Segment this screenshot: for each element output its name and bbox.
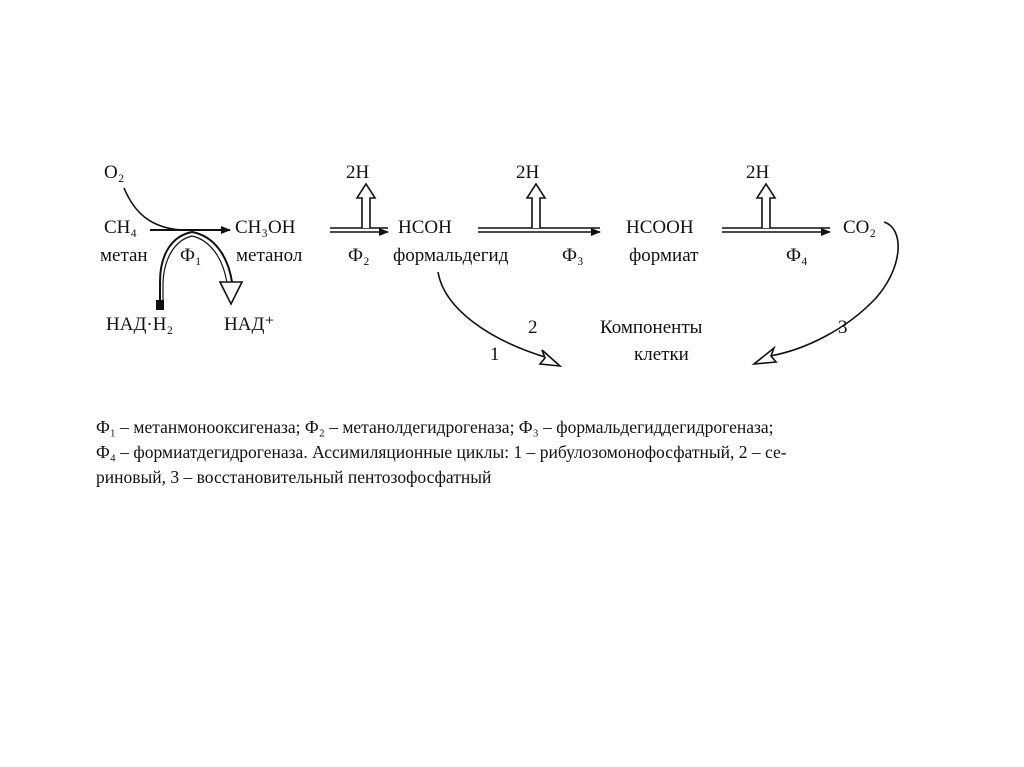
enzyme-f3-label: Ф₃ — [562, 245, 584, 266]
hcoh-name-label: формальдегид — [393, 245, 509, 266]
enzyme-f1-label: Ф₁ — [180, 245, 202, 266]
cycle-2-label: 2 — [528, 317, 538, 338]
ch4-name-label: метан — [100, 245, 148, 266]
ch4-label: CH₄ — [104, 217, 138, 238]
hcooh-name-label: формиат — [629, 245, 699, 266]
assimilation-arrow-3 — [754, 222, 898, 364]
cell-components-label-line2: клетки — [634, 344, 689, 365]
nad-label: НАД⁺ — [224, 314, 275, 335]
o2-label: O₂ — [104, 162, 125, 183]
reaction-arrow-f4 — [722, 184, 830, 232]
co2-label: CO₂ — [843, 217, 877, 238]
hcoh-label: HCOH — [398, 217, 452, 238]
ch3oh-label: CH₃OH — [235, 217, 296, 238]
enzyme-f4-label: Ф₄ — [786, 245, 808, 266]
enzyme-f2-label: Ф₂ — [348, 245, 370, 266]
figure-caption — [96, 415, 976, 490]
caption-line-2: Ф₄ – формиатдегидрогеназа. Ассимиляционные циклы: 1 – рибулозомонофосфатный, 2 – се- — [96, 442, 787, 462]
reaction-arrow-f3 — [478, 184, 600, 232]
reaction-arrow-f2 — [330, 184, 388, 232]
released-2h-label-3: 2H — [746, 162, 770, 183]
released-2h-label-1: 2H — [346, 162, 370, 183]
nadh2-label: НАД·Н₂ — [106, 314, 174, 335]
hcooh-label: HCOOH — [626, 217, 694, 238]
cell-components-label-line1: Компоненты — [600, 317, 703, 338]
caption-line-3: риновый, 3 – восстановительный пентозофосфатный — [96, 467, 492, 487]
reaction-arrow-f1 — [124, 188, 230, 230]
cycle-3-label: 3 — [838, 317, 848, 338]
caption-line-1: Ф₁ – метанмонооксигеназа; Ф₂ – метанолдегидрогеназа; Ф₃ – формальдегиддегидрогеназа; — [96, 417, 774, 437]
released-2h-label-2: 2H — [516, 162, 540, 183]
nadh2-to-nad-arrow — [156, 232, 242, 310]
cycle-1-label: 1 — [490, 344, 500, 365]
ch3oh-name-label: метанол — [236, 245, 303, 266]
